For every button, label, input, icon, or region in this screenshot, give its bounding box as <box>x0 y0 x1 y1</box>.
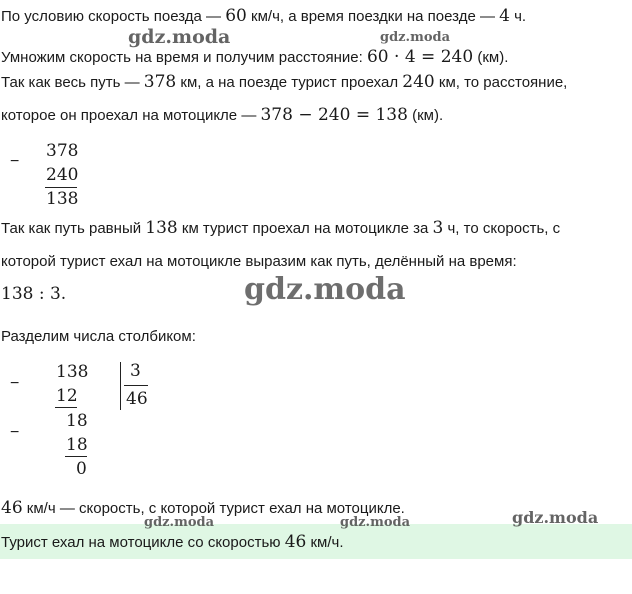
divisor-rule <box>124 385 148 386</box>
math: 138 : 3. <box>1 284 67 304</box>
subtrahend: 240 <box>46 165 79 185</box>
dividend: 138 <box>56 362 89 382</box>
text: Умножим скорость на время и получим расстояние: <box>1 49 367 66</box>
text: (км). <box>407 107 444 124</box>
text-line-1 <box>1 6 526 27</box>
watermark: gdz.moda <box>144 515 215 530</box>
text: км турист проехал на мотоцикле за <box>177 220 433 237</box>
math: 138 <box>145 218 178 238</box>
text-line-6 <box>1 252 517 272</box>
text: км/ч, а время поездки на поезде — <box>246 8 500 25</box>
text-line-5 <box>1 218 560 239</box>
minuend: 378 <box>46 141 79 161</box>
quotient: 46 <box>126 389 148 409</box>
watermark: gdz.moda <box>128 26 231 48</box>
math: 46 <box>284 532 307 552</box>
text: ч. <box>509 8 527 25</box>
text: км, а на поезде турист проехал <box>176 74 403 91</box>
step-product-1: 12 <box>56 386 78 406</box>
text: (км). <box>473 49 509 66</box>
text: которой турист ехал на мотоцикле выразим как путь, делённый на время: <box>1 253 517 270</box>
watermark: gdz.moda <box>244 272 406 307</box>
step-product-2: 18 <box>66 435 88 455</box>
math: 4 <box>499 6 510 26</box>
math: 46 <box>1 498 23 518</box>
text: Разделим числа столбиком: <box>1 328 196 345</box>
text-line-3 <box>1 72 567 93</box>
text-line-4 <box>1 105 443 126</box>
text: По условию скорость поезда — <box>1 8 226 25</box>
text: Так как весь путь — <box>1 74 144 91</box>
difference: 138 <box>46 189 79 209</box>
remainder-1: 18 <box>66 411 88 431</box>
text: Турист ехал на мотоцикле со скоростью <box>1 534 285 551</box>
answer-block <box>0 524 632 559</box>
math: 60 <box>225 6 247 26</box>
text-line-7 <box>1 284 66 305</box>
text: Так как путь равный <box>1 220 146 237</box>
text-line-8 <box>1 327 196 347</box>
math: 3 <box>432 218 444 238</box>
watermark: gdz.moda <box>512 508 599 527</box>
remainder-2: 0 <box>76 459 87 479</box>
minus-sign: − <box>10 153 20 170</box>
column-rule <box>45 187 77 188</box>
math: 378 − 240 = 138 <box>260 105 408 125</box>
text: км, то расстояние, <box>434 74 568 91</box>
column-rule <box>65 456 87 457</box>
text: ч, то скорость, с <box>443 220 561 237</box>
math: 60 · 4 = 240 <box>366 47 474 67</box>
division-bar <box>120 362 121 410</box>
text: которое он проехал на мотоцикле — <box>1 107 261 124</box>
answer-text <box>1 532 344 553</box>
column-rule <box>55 407 77 408</box>
divisor: 3 <box>130 361 141 381</box>
minus-sign: − <box>10 375 20 392</box>
math: 378 <box>143 72 177 92</box>
text: км/ч — скорость, с которой турист ехал на мотоцикле. <box>22 500 405 517</box>
text: км/ч. <box>306 534 344 551</box>
math: 240 <box>402 72 435 92</box>
minus-sign: − <box>10 424 20 441</box>
text-line-2 <box>1 47 508 68</box>
watermark: gdz.moda <box>380 30 451 45</box>
watermark: gdz.moda <box>340 515 411 530</box>
